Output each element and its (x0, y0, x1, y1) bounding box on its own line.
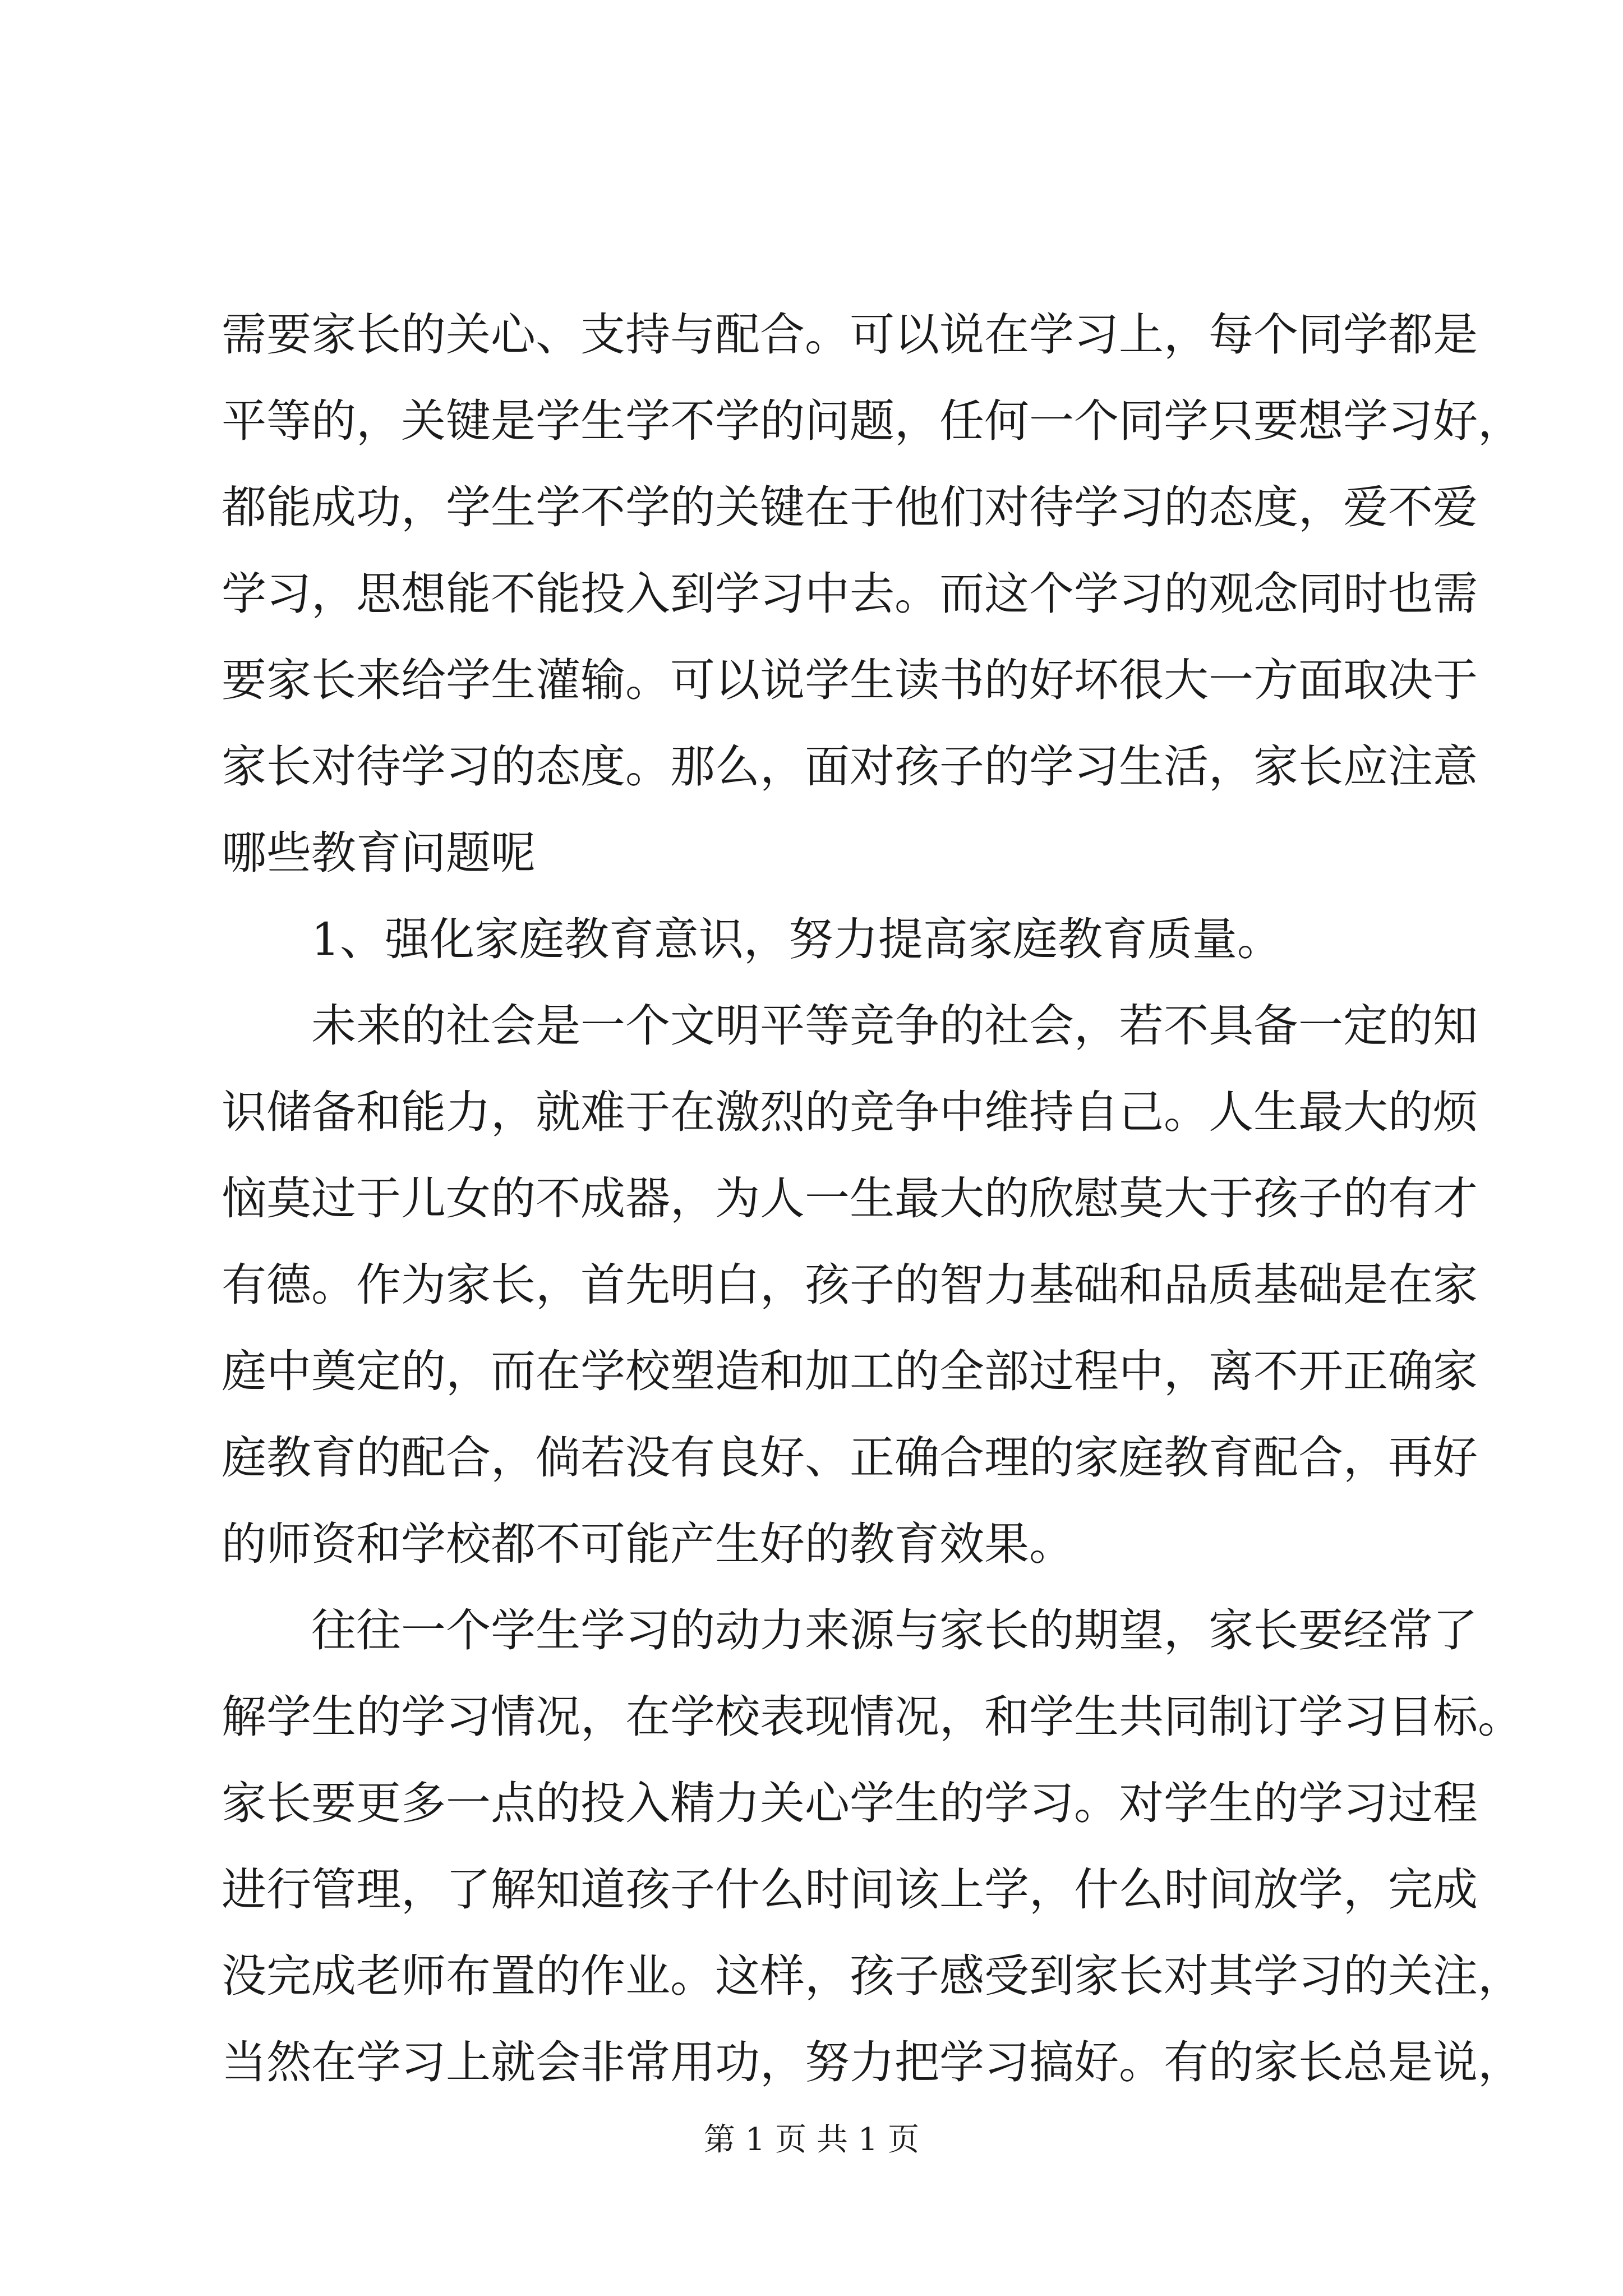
section-heading: 1、强化家庭教育意识，努力提高家庭教育质量。 (311, 913, 1282, 965)
document-body (222, 292, 1523, 2106)
text-line: 庭中奠定的，而在学校塑造和加工的全部过程中，离不开正确家 (222, 1345, 1478, 1397)
text-line: 哪些教育问题呢 (222, 827, 536, 879)
text-line: 要家长来给学生灌输。可以说学生读书的好坏很大一方面取决于 (222, 654, 1478, 706)
text-line: 平等的，关键是学生学不学的问题，任何一个同学只要想学习好， (222, 395, 1523, 447)
text-line: 往往一个学生学习的动力来源与家长的期望，家长要经常了 (311, 1604, 1478, 1657)
text-line: 的师资和学校都不可能产生好的教育效果。 (222, 1518, 1074, 1570)
text-line: 进行管理，了解知道孩子什么时间该上学，什么时间放学，完成 (222, 1864, 1478, 1916)
text-line: 未来的社会是一个文明平等竞争的社会，若不具备一定的知 (311, 1000, 1478, 1052)
text-line: 都能成功，学生学不学的关键在于他们对待学习的态度，爱不爱 (222, 481, 1478, 533)
text-line: 当然在学习上就会非常用功，努力把学习搞好。有的家长总是说， (222, 2036, 1523, 2088)
text-line: 庭教育的配合，倘若没有良好、正确合理的家庭教育配合，再好 (222, 1432, 1478, 1484)
text-line: 识储备和能力，就难于在激烈的竞争中维持自己。人生最大的烦 (222, 1086, 1478, 1138)
text-line: 恼莫过于儿女的不成器，为人一生最大的欣慰莫大于孩子的有才 (222, 1172, 1478, 1225)
text-line: 家长对待学习的态度。那么，面对孩子的学习生活，家长应注意 (222, 740, 1478, 793)
text-line: 需要家长的关心、支持与配合。可以说在学习上，每个同学都是 (222, 309, 1478, 361)
page-number-footer: 第 1 页 共 1 页 (703, 2122, 920, 2158)
text-line: 家长要更多一点的投入精力关心学生的学习。对学生的学习过程 (222, 1777, 1478, 1829)
text-line: 有德。作为家长，首先明白，孩子的智力基础和品质基础是在家 (222, 1259, 1478, 1311)
text-line: 学习，思想能不能投入到学习中去。而这个学习的观念同时也需 (222, 568, 1478, 620)
text-line: 解学生的学习情况，在学校表现情况，和学生共同制订学习目标。 (222, 1691, 1523, 1743)
text-line: 没完成老师布置的作业。这样，孩子感受到家长对其学习的关注， (222, 1950, 1523, 2002)
